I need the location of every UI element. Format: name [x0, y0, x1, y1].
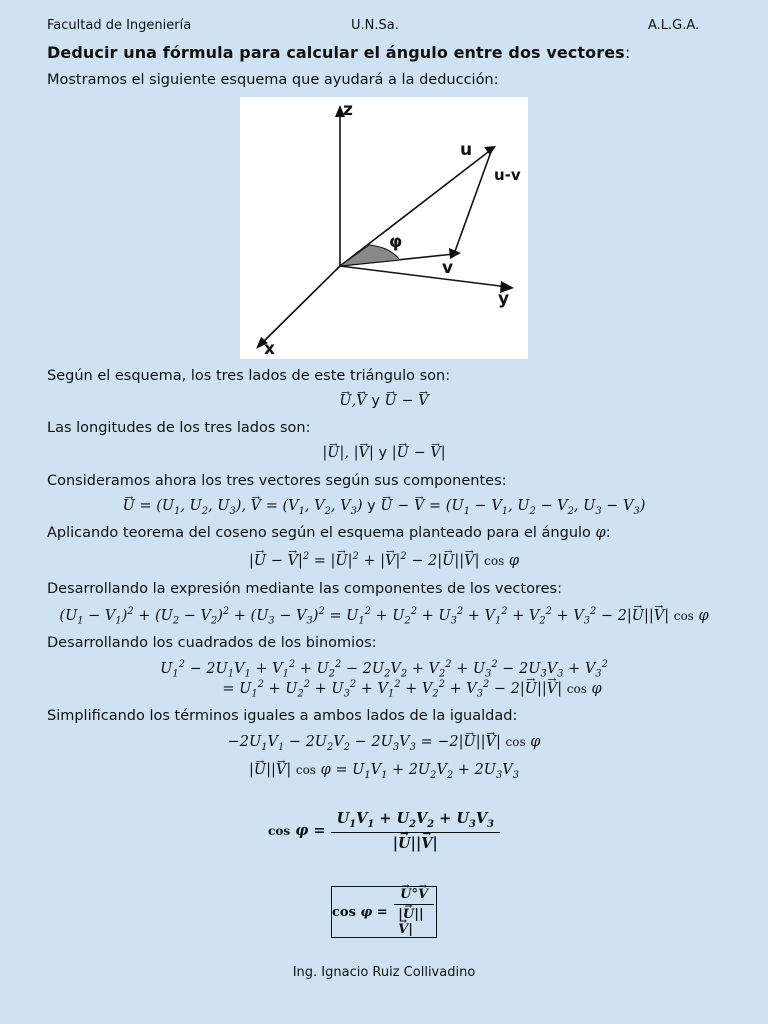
eq-develop: $(U_1 - V_1)^2 + (U_2 - V_2)^2 + (U_3 - V_3)^2 = U_1^2 + U_2^2 + U_3^2 + V_1^2 + V_2^2 + V_3^2 - 2|\to U||\to V|$ cos φ: [0, 606, 768, 627]
header-faculty: Facultad de Ingeniería: [47, 18, 192, 33]
and-word: y: [367, 498, 376, 514]
eq-squares-line2: = $U_1^2 + U_2^2 + U_3^2 + V_1^2 + V_2^2 + V_3^2 - 2|\to U||\to V|$ cos φ: [0, 679, 768, 700]
diagram-svg: [240, 97, 528, 359]
boxed-result: cos φ = → $\frac{U^\circ\to V}{|\to U||\to V|}$: [331, 886, 437, 938]
intro-text: Mostramos el siguiente esquema que ayudará a la deducción:: [47, 72, 499, 88]
eq-components: → $U = (U_1$, $U_2$, $U_3$), → $V = (V_1$, $V_2$, $V_3$) y → U − → $V = (U_1 - V_1$, $U_2 - V_2$, $U_3 - V_3$): [0, 498, 768, 517]
cos-word: cos: [332, 904, 356, 920]
phi: φ: [698, 607, 709, 624]
cos-word: cos: [484, 553, 505, 568]
label-phi: φ: [389, 232, 403, 252]
eq-squares-line1: $U_1^2 - 2U_1V_1 + V_1^2 + U_2^2 - 2U_2V_2 + V_2^2 + U_3^2 - 2U_3V_3 + V_3^2$: [160, 659, 608, 680]
phi: φ: [320, 762, 331, 778]
header-university: U.N.Sa.: [351, 18, 399, 33]
dot-symbol: °: [411, 887, 418, 902]
cos-word: cos: [505, 735, 526, 749]
cos-word: cos: [295, 763, 316, 777]
title-colon: :: [624, 43, 631, 62]
eq-simplify-1: $-2U_1V_1 - 2U_2V_2 - 2U_3V_3 = -2|\to U||\to V|$ cos φ: [0, 734, 768, 753]
simplify-text: Simplificando los términos iguales a ambos lados de la igualdad:: [47, 708, 518, 724]
cosine-text-body: Aplicando teorema del coseno según el esquema planteado para el ángulo: [47, 525, 591, 541]
sides-text: Según el esquema, los tres lados de este triángulo son:: [47, 368, 451, 384]
cos-word: cos: [673, 608, 694, 623]
cos-word: cos: [268, 823, 291, 838]
phi: φ: [295, 821, 309, 839]
cos-word: cos: [566, 681, 587, 696]
eq-cos-formula: cos φ = $\frac{U_1V_1 + U_2V_2 + U_3V_3}{|\to U||\to V|}$: [0, 810, 768, 852]
x-axis: [260, 266, 340, 345]
eq-lengths: |→ U|, |→ V| y |→ U − → V|: [0, 445, 768, 461]
eq-cosine-law: |→ U − → $V|^2$ = |→ $U|^2$ + |→ $V|^2 - 2|\to U||\to V|$ cos φ: [0, 551, 768, 569]
header-course: A.L.G.A.: [648, 18, 700, 33]
phi: φ: [591, 680, 602, 697]
components-text: Consideramos ahora los tres vectores según sus componentes:: [47, 473, 507, 489]
phi-symbol: φ: [595, 525, 606, 541]
label-v: v: [442, 258, 454, 278]
label-u-minus-v: u-v: [494, 166, 521, 184]
label-u: u: [460, 140, 473, 160]
lengths-text: Las longitudes de los tres lados son:: [47, 420, 311, 436]
label-y: y: [498, 289, 510, 309]
page-title: [47, 43, 630, 62]
squares-text: Desarrollando los cuadrados de los binomios:: [47, 635, 377, 651]
footer-author: Ing. Ignacio Ruiz Collivadino: [292, 965, 476, 980]
boxed-fraction: → $\frac{U^\circ\to V}{|\to U||\to V|}$: [392, 887, 436, 937]
and-word: y: [371, 393, 380, 409]
phi: φ: [530, 734, 541, 750]
eq-sides: → U,→ V y → U − → V: [0, 393, 768, 409]
formula-fraction: $\frac{U_1V_1 + U_2V_2 + U_3V_3}{|\to U||\to V|}$: [331, 810, 500, 852]
phi: φ: [360, 904, 373, 920]
label-z: z: [343, 100, 353, 120]
title-text: Deducir una fórmula para calcular el ángulo entre dos vectores: [47, 43, 625, 62]
u-minus-v-vector: [454, 149, 492, 254]
develop-text: Desarrollando la expresión mediante las componentes de los vectores:: [47, 581, 562, 597]
u-vector: [340, 149, 492, 266]
y-axis: [340, 266, 508, 287]
phi: φ: [508, 552, 520, 569]
label-x: x: [264, 339, 275, 359]
eq-simplify-2: |→ U||→ V| $\cos \varphi = U_1V_1 + 2U_2V_2 + 2U_3V_3$: [0, 762, 768, 781]
vector-diagram: [240, 97, 528, 359]
and-word: y: [378, 445, 388, 461]
cosine-text: Aplicando teorema del coseno según el esquema planteado para el ángulo φ:: [47, 525, 611, 541]
